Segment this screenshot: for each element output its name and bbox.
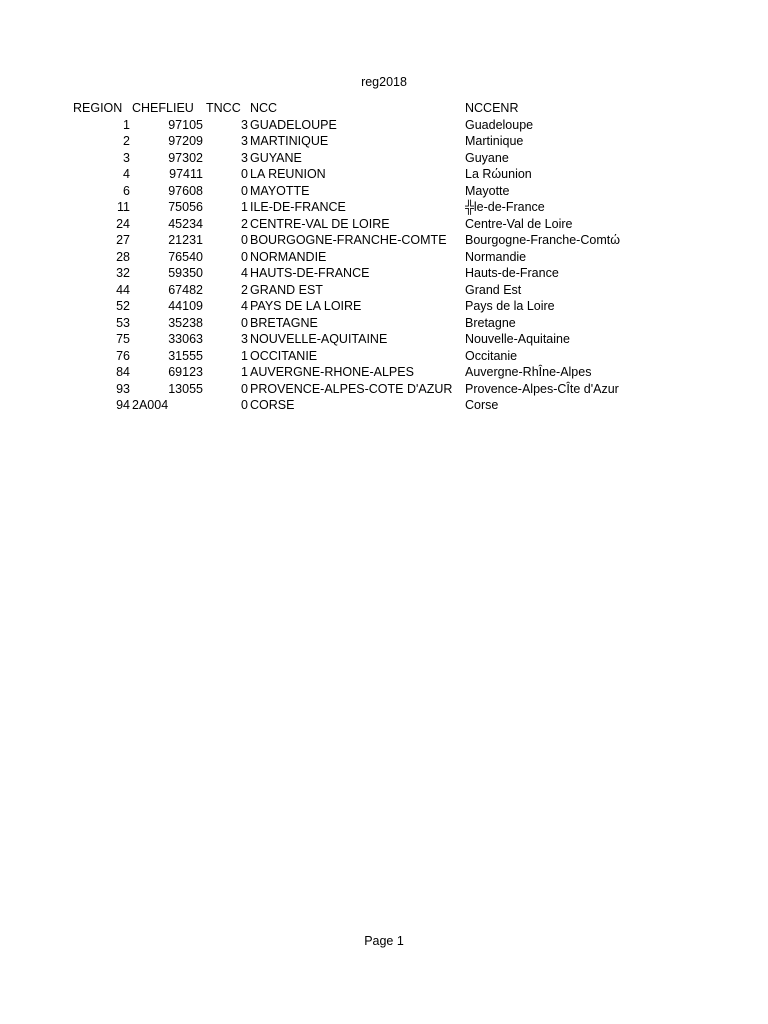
- page-footer: Page 1: [364, 934, 404, 948]
- cell-ncc: MARTINIQUE: [250, 134, 329, 148]
- cell-ncc: CENTRE-VAL DE LOIRE: [250, 216, 390, 231]
- table-header: [0, 100, 768, 116]
- cell-nccenr: La Rώunion: [465, 167, 532, 181]
- cell-nccenr: Provence-Alpes-CÎte d'Azur: [465, 381, 619, 396]
- table-row: [0, 216, 768, 233]
- cell-cheflieu: 21231: [168, 233, 203, 247]
- cell-tncc: 0: [241, 398, 248, 412]
- table-row: [0, 298, 768, 315]
- cell-region: 53: [116, 315, 130, 330]
- cell-cheflieu: 59350: [168, 266, 203, 280]
- cell-nccenr: Bourgogne-Franche-Comtώ: [465, 233, 620, 247]
- cell-nccenr: Nouvelle-Aquitaine: [465, 332, 570, 346]
- cell-nccenr: Guyane: [465, 150, 509, 165]
- table-row: [0, 397, 768, 414]
- cell-cheflieu: 2A004: [132, 398, 169, 412]
- cell-ncc: OCCITANIE: [250, 348, 318, 363]
- cell-cheflieu: 97105: [168, 117, 203, 132]
- header-nccenr: NCCENR: [465, 101, 519, 115]
- cell-nccenr: Corse: [465, 398, 499, 412]
- cell-region: 75: [116, 332, 130, 346]
- table-row: [0, 166, 768, 183]
- table-row: [0, 381, 768, 398]
- table-row: [0, 249, 768, 266]
- table-body: [0, 117, 768, 414]
- cell-cheflieu: 97209: [168, 134, 203, 148]
- cell-region: 6: [123, 183, 130, 198]
- cell-tncc: 0: [241, 167, 248, 181]
- cell-cheflieu: 97411: [169, 167, 203, 181]
- header-region: REGION: [73, 101, 123, 115]
- table-row: [0, 232, 768, 249]
- table-row: [0, 150, 768, 167]
- cell-region: 11: [117, 200, 130, 214]
- header-cheflieu: CHEFLIEU: [132, 101, 194, 115]
- cell-cheflieu: 69123: [168, 365, 203, 379]
- cell-region: 1: [123, 117, 130, 132]
- table-row: [0, 348, 768, 365]
- cell-ncc: NORMANDIE: [250, 249, 327, 264]
- cell-cheflieu: 35238: [168, 315, 203, 330]
- cell-cheflieu: 44109: [168, 299, 203, 313]
- cell-ncc: LA REUNION: [250, 167, 326, 181]
- cell-nccenr: Normandie: [465, 249, 527, 264]
- cell-cheflieu: 31555: [168, 348, 203, 363]
- cell-region: 27: [116, 233, 130, 247]
- cell-region: 28: [116, 249, 130, 264]
- cell-cheflieu: 97302: [168, 150, 203, 165]
- cell-region: 93: [116, 381, 130, 396]
- cell-nccenr: Centre-Val de Loire: [465, 216, 573, 231]
- table-row: [0, 117, 768, 134]
- cell-tncc: 4: [241, 266, 248, 280]
- cell-cheflieu: 97608: [168, 183, 203, 198]
- cell-tncc: 1: [241, 365, 248, 379]
- cell-tncc: 3: [241, 150, 248, 165]
- cell-tncc: 0: [241, 183, 248, 198]
- table-row: [0, 282, 768, 299]
- table-row: [0, 199, 768, 216]
- table-row: [0, 133, 768, 150]
- table-row: [0, 183, 768, 200]
- cell-ncc: GUYANE: [250, 150, 302, 165]
- cell-tncc: 1: [241, 200, 248, 214]
- cell-nccenr: Auvergne-RhÎne-Alpes: [465, 365, 592, 379]
- cell-nccenr: Bretagne: [465, 315, 516, 330]
- cell-ncc: GUADELOUPE: [250, 117, 337, 132]
- cell-cheflieu: 33063: [168, 332, 203, 346]
- cell-nccenr: Grand Est: [465, 282, 522, 297]
- cell-nccenr: ╬le-de-France: [465, 200, 545, 214]
- cell-tncc: 3: [241, 117, 248, 132]
- cell-region: 84: [116, 365, 130, 379]
- cell-ncc: MAYOTTE: [250, 183, 310, 198]
- cell-nccenr: Hauts-de-France: [465, 266, 559, 280]
- cell-region: 52: [116, 299, 130, 313]
- cell-nccenr: Martinique: [465, 134, 524, 148]
- table-row: [0, 265, 768, 282]
- cell-region: 4: [123, 167, 130, 181]
- table-row: [0, 315, 768, 332]
- cell-tncc: 0: [241, 233, 248, 247]
- cell-nccenr: Occitanie: [465, 348, 518, 363]
- cell-ncc: ILE-DE-FRANCE: [250, 200, 346, 214]
- cell-ncc: PROVENCE-ALPES-COTE D'AZUR: [250, 381, 453, 396]
- cell-region: 94: [116, 398, 130, 412]
- cell-tncc: 0: [241, 249, 248, 264]
- cell-cheflieu: 45234: [168, 216, 203, 231]
- cell-tncc: 3: [241, 332, 248, 346]
- table-row: [0, 364, 768, 381]
- cell-region: 76: [116, 348, 130, 363]
- cell-region: 2: [123, 134, 130, 148]
- cell-tncc: 3: [241, 134, 248, 148]
- cell-region: 24: [116, 216, 130, 231]
- cell-cheflieu: 13055: [168, 381, 203, 396]
- cell-ncc: HAUTS-DE-FRANCE: [250, 266, 370, 280]
- cell-tncc: 2: [241, 282, 248, 297]
- cell-ncc: BOURGOGNE-FRANCHE-COMTE: [250, 233, 447, 247]
- document-title: reg2018: [361, 75, 407, 89]
- cell-region: 3: [123, 150, 130, 165]
- cell-region: 44: [116, 282, 130, 297]
- cell-tncc: 4: [241, 299, 248, 313]
- cell-ncc: PAYS DE LA LOIRE: [250, 299, 362, 313]
- cell-ncc: AUVERGNE-RHONE-ALPES: [250, 365, 414, 379]
- cell-tncc: 0: [241, 315, 248, 330]
- cell-ncc: GRAND EST: [250, 282, 323, 297]
- cell-ncc: BRETAGNE: [250, 315, 318, 330]
- cell-tncc: 1: [241, 348, 248, 363]
- cell-nccenr: Pays de la Loire: [465, 299, 555, 313]
- cell-tncc: 0: [241, 381, 248, 396]
- table-row: [0, 331, 768, 348]
- header-tncc: TNCC: [206, 101, 241, 115]
- cell-tncc: 2: [241, 216, 248, 231]
- cell-nccenr: Guadeloupe: [465, 117, 534, 132]
- cell-nccenr: Mayotte: [465, 183, 510, 198]
- cell-region: 32: [116, 266, 130, 280]
- cell-ncc: NOUVELLE-AQUITAINE: [250, 332, 388, 346]
- header-ncc: NCC: [250, 101, 278, 115]
- cell-cheflieu: 75056: [168, 200, 203, 214]
- cell-cheflieu: 76540: [168, 249, 203, 264]
- cell-ncc: CORSE: [250, 398, 295, 412]
- cell-cheflieu: 67482: [168, 282, 203, 297]
